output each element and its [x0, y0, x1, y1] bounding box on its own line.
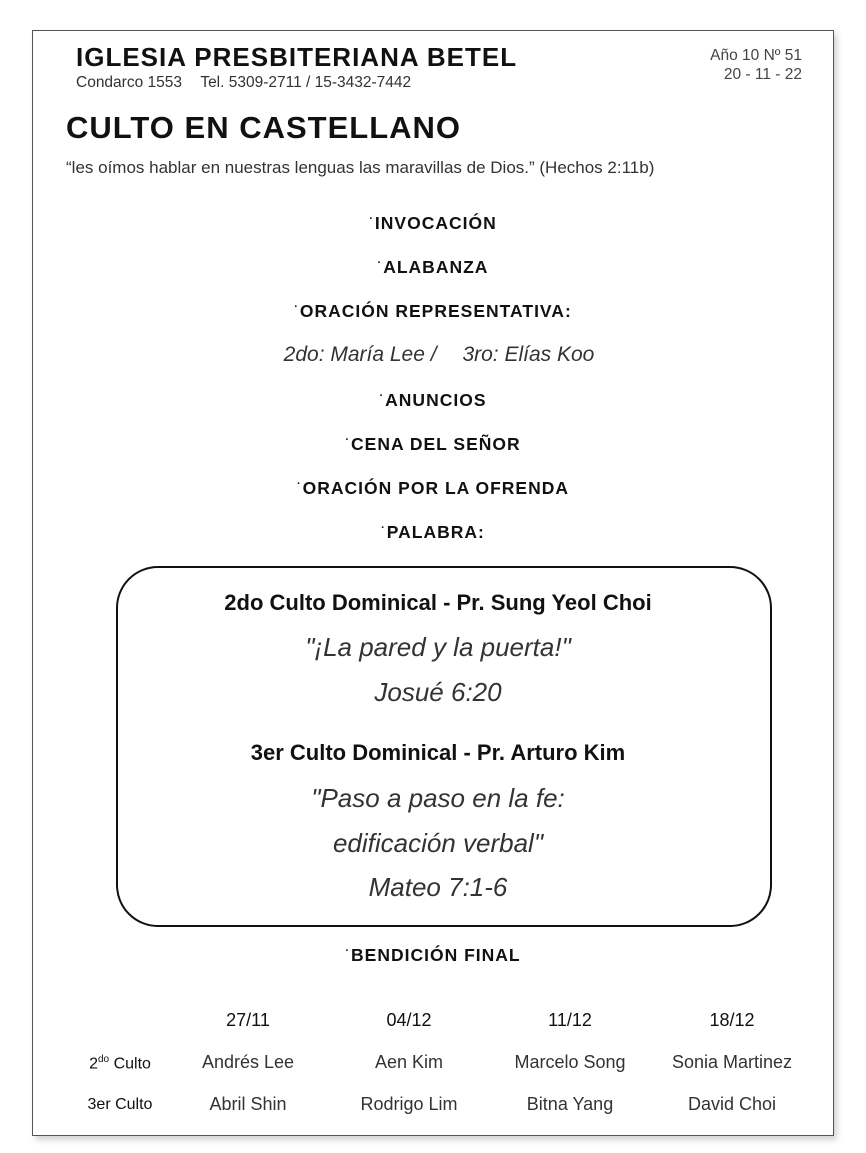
prayer-3ro: 3ro: Elías Koo — [462, 343, 595, 366]
order-cena — [0, 434, 866, 455]
schedule-cell: David Choi — [687, 1094, 777, 1114]
order-palabra — [0, 522, 866, 543]
bullet: · — [381, 522, 386, 535]
schedule-label-3er: 3er Culto — [87, 1096, 153, 1113]
order-label: ALABANZA — [383, 257, 489, 277]
bullet: · — [377, 257, 383, 270]
church-name: IGLESIA PRESBITERIANA BETEL — [76, 42, 518, 72]
schedule-cell: Aen Kim — [374, 1052, 444, 1072]
church-phones: Tel. 5309-2711 / 15-3432-7442 — [200, 74, 412, 91]
schedule-date: 11/12 — [548, 1010, 592, 1030]
schedule-date: 27/11 — [226, 1010, 270, 1030]
church-contact — [76, 74, 411, 92]
order-ofrenda — [0, 478, 866, 499]
order-alabanza — [0, 257, 866, 278]
service-title: CULTO EN CASTELLANO — [66, 110, 462, 145]
church-address: Condarco 1553 — [76, 74, 182, 91]
issue-date: 20 - 11 - 22 — [723, 66, 802, 83]
prayer-2do: 2do: María Lee / — [283, 343, 437, 366]
schedule-cell: Rodrigo Lim — [360, 1094, 458, 1114]
schedule-date: 04/12 — [386, 1010, 432, 1030]
schedule-label-2do — [70, 1054, 170, 1073]
order-label: BENDICIÓN FINAL — [351, 945, 521, 965]
order-label: PALABRA: — [386, 522, 485, 542]
schedule-cell: Marcelo Song — [514, 1052, 626, 1072]
sermon-3er-title-line1: "Paso a paso en la fe: — [311, 783, 565, 813]
sermon-2do-heading: 2do Culto Dominical - Pr. Sung Yeol Choi — [224, 590, 652, 615]
label-superscript: do — [97, 1054, 110, 1065]
order-label: ORACIÓN POR LA OFRENDA — [302, 478, 570, 498]
schedule-cell: Sonia Martinez — [671, 1052, 793, 1072]
sermon-3er-heading: 3er Culto Dominical - Pr. Arturo Kim — [250, 740, 626, 765]
order-label: CENA DEL SEÑOR — [351, 434, 521, 454]
schedule-cell: Andrés Lee — [201, 1052, 295, 1072]
issue-info — [710, 46, 802, 84]
bullet: · — [369, 213, 374, 226]
bullet: · — [294, 301, 299, 314]
sermon-2do-reference: Josué 6:20 — [374, 677, 502, 707]
order-invocacion — [0, 213, 866, 234]
sermon-2do-title: "¡La pared y la puerta!" — [305, 632, 571, 662]
order-bendicion — [0, 945, 866, 966]
schedule-date: 18/12 — [709, 1010, 755, 1030]
issue-number: Año 10 Nº 51 — [710, 47, 802, 64]
prayer-names — [0, 343, 866, 367]
order-label: ORACIÓN REPRESENTATIVA: — [299, 301, 572, 321]
order-label: ANUNCIOS — [385, 390, 487, 410]
bullet: · — [345, 945, 351, 958]
label-number: 2 — [89, 1055, 98, 1073]
order-label: INVOCACIÓN — [374, 213, 497, 233]
sermon-3er-reference: Mateo 7:1-6 — [368, 872, 508, 902]
epigraph: “les oímos hablar en nuestras lenguas las maravillas de Dios.” (Hechos 2:11b) — [66, 158, 655, 177]
schedule-cell: Abril Shin — [209, 1094, 287, 1114]
bullet: · — [379, 390, 385, 403]
schedule-cell: Bitna Yang — [526, 1094, 614, 1114]
order-oracion-representativa — [0, 301, 866, 322]
order-anuncios — [0, 390, 866, 411]
sermon-3er-title-line2: edificación verbal" — [332, 828, 544, 858]
label-word: Culto — [113, 1055, 151, 1073]
bullet: · — [345, 434, 351, 447]
bullet: · — [296, 478, 302, 491]
